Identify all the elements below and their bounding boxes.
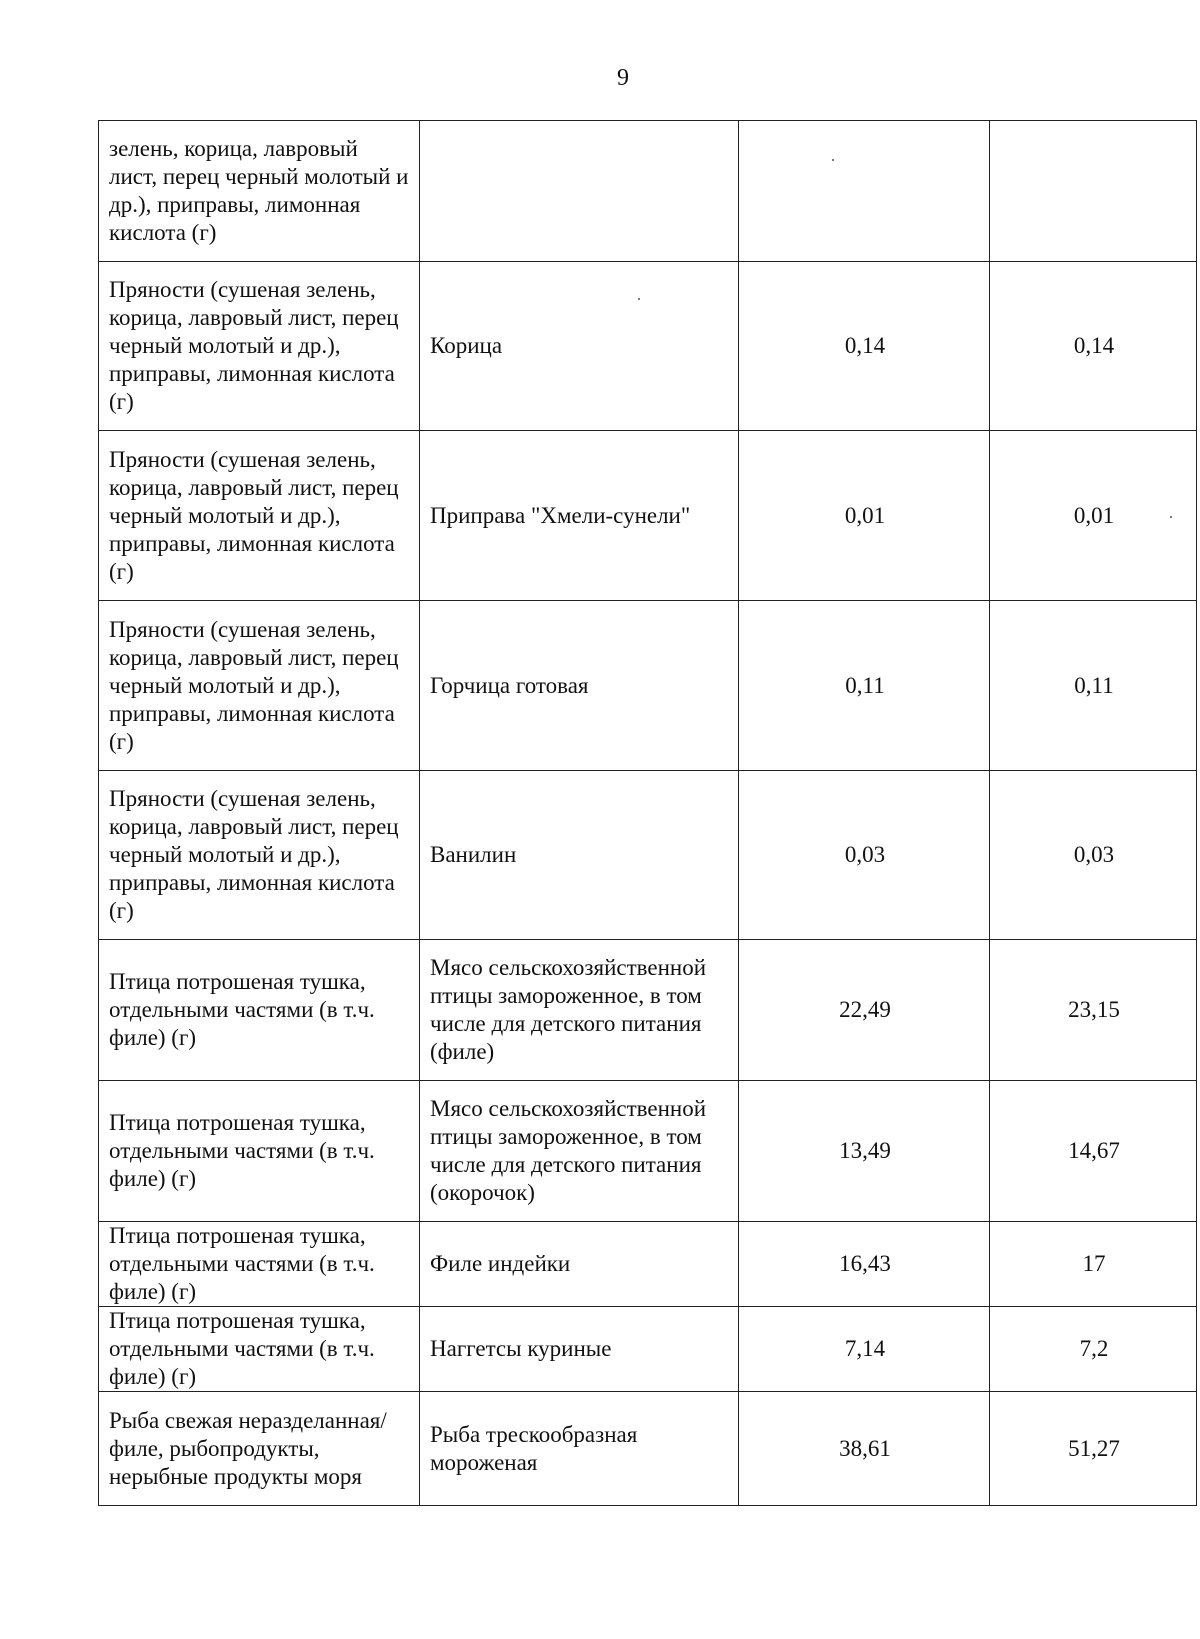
value1-cell <box>739 1392 990 1506</box>
value2-text: 0,01 <box>1073 502 1115 528</box>
value1-text: 0,01 <box>844 502 886 528</box>
rations-table <box>98 120 1197 1506</box>
category-text: Пряности (сушеная зелень, корица, лавровый лист, перец черный молотый и др.), приправы, лимонная кислота (г) <box>109 786 399 923</box>
value2-cell <box>990 431 1197 601</box>
table-row <box>99 262 1197 431</box>
category-text: Пряности (сушеная зелень, корица, лавровый лист, перец черный молотый и др.), приправы, лимонная кислота (г) <box>109 277 399 414</box>
category-text: Пряности (сушеная зелень, корица, лавровый лист, перец черный молотый и др.), приправы, лимонная кислота (г) <box>109 446 399 584</box>
value2-text: 0,14 <box>1073 333 1115 358</box>
value1-cell <box>739 1307 990 1392</box>
product-cell <box>420 121 739 262</box>
table-row <box>99 1307 1197 1392</box>
category-text: Птица потрошеная тушка, отдельными частями (в т.ч. филе) (г) <box>109 1223 375 1304</box>
product-cell <box>420 262 739 431</box>
value2-cell <box>990 1392 1197 1506</box>
value2-text: 0,03 <box>1073 842 1115 867</box>
value1-text: 7,14 <box>844 1336 886 1361</box>
category-text: зелень, корица, лавровый лист, перец черный молотый и др.), приправы, лимонная кислота (г) <box>109 136 409 245</box>
value2-cell <box>990 940 1197 1081</box>
value2-cell <box>990 121 1197 262</box>
value1-text: 0,14 <box>844 333 886 358</box>
product-text: Приправа "Хмели-сунели" <box>430 502 691 528</box>
value1-cell <box>739 262 990 431</box>
value1-text: 0,03 <box>844 842 886 867</box>
value1-cell <box>739 121 990 262</box>
product-cell <box>420 1222 739 1307</box>
value2-cell <box>990 262 1197 431</box>
page-number: 9 <box>617 65 629 91</box>
value1-text: 16,43 <box>839 1251 891 1276</box>
scan-speck <box>832 159 834 161</box>
product-cell <box>420 1081 739 1222</box>
product-text: Филе индейки <box>430 1251 571 1276</box>
table-row <box>99 121 1197 262</box>
product-text: Корица <box>430 333 503 358</box>
value1-cell <box>739 601 990 771</box>
table-row <box>99 771 1197 940</box>
value2-cell <box>990 601 1197 771</box>
value1-cell <box>739 940 990 1081</box>
table-row <box>99 1392 1197 1506</box>
value2-text: 17 <box>1082 1251 1106 1276</box>
product-text: Мясо сельскохозяйственной птицы замороженное, в том числе для детского питания (окорочок) <box>430 1096 707 1205</box>
category-cell <box>99 1222 420 1307</box>
scan-speck <box>638 298 640 300</box>
category-cell <box>99 121 420 262</box>
value2-cell <box>990 1222 1197 1307</box>
category-cell <box>99 1392 420 1506</box>
category-cell <box>99 1081 420 1222</box>
product-cell <box>420 771 739 940</box>
product-cell <box>420 940 739 1081</box>
value1-text: 38,61 <box>839 1435 891 1461</box>
value1-cell <box>739 771 990 940</box>
category-cell <box>99 601 420 771</box>
value1-cell <box>739 431 990 601</box>
value2-text: 51,27 <box>1068 1435 1120 1461</box>
value2-cell <box>990 771 1197 940</box>
category-text: Птица потрошеная тушка, отдельными частями (в т.ч. филе) (г) <box>109 969 375 1050</box>
category-cell <box>99 771 420 940</box>
product-cell <box>420 431 739 601</box>
category-text: Пряности (сушеная зелень, корица, лавровый лист, перец черный молотый и др.), приправы, лимонная кислота (г) <box>109 616 399 754</box>
category-cell <box>99 262 420 431</box>
table-row <box>99 1081 1197 1222</box>
category-text: Птица потрошеная тушка, отдельными частями (в т.ч. филе) (г) <box>109 1110 375 1191</box>
value1-cell <box>739 1081 990 1222</box>
value2-text: 14,67 <box>1068 1138 1120 1163</box>
table-row <box>99 431 1197 601</box>
product-text: Рыба трескообразная мороженая <box>430 1421 638 1475</box>
value1-text: 0,11 <box>845 672 885 698</box>
product-cell <box>420 601 739 771</box>
product-text: Мясо сельскохозяйственной птицы замороженное, в том числе для детского питания (филе) <box>430 955 707 1064</box>
product-cell <box>420 1392 739 1506</box>
product-text: Наггетсы куриные <box>430 1336 612 1361</box>
value1-text: 13,49 <box>839 1138 891 1163</box>
value1-cell <box>739 1222 990 1307</box>
category-text: Рыба свежая неразделанная/филе, рыбопродукты, нерыбные продукты моря <box>109 1407 387 1489</box>
value2-text: 23,15 <box>1068 997 1120 1022</box>
table-row <box>99 940 1197 1081</box>
value2-text: 7,2 <box>1079 1336 1109 1361</box>
category-cell <box>99 1307 420 1392</box>
value2-text: 0,11 <box>1074 672 1114 698</box>
value1-text: 22,49 <box>839 997 891 1022</box>
product-text: Ванилин <box>430 842 517 867</box>
value2-cell <box>990 1081 1197 1222</box>
product-text: Горчица готовая <box>430 672 589 698</box>
table-row <box>99 1222 1197 1307</box>
value2-cell <box>990 1307 1197 1392</box>
category-cell <box>99 940 420 1081</box>
category-text: Птица потрошеная тушка, отдельными частями (в т.ч. филе) (г) <box>109 1308 375 1389</box>
scan-speck <box>1170 516 1172 518</box>
product-cell <box>420 1307 739 1392</box>
table-row <box>99 601 1197 771</box>
category-cell <box>99 431 420 601</box>
